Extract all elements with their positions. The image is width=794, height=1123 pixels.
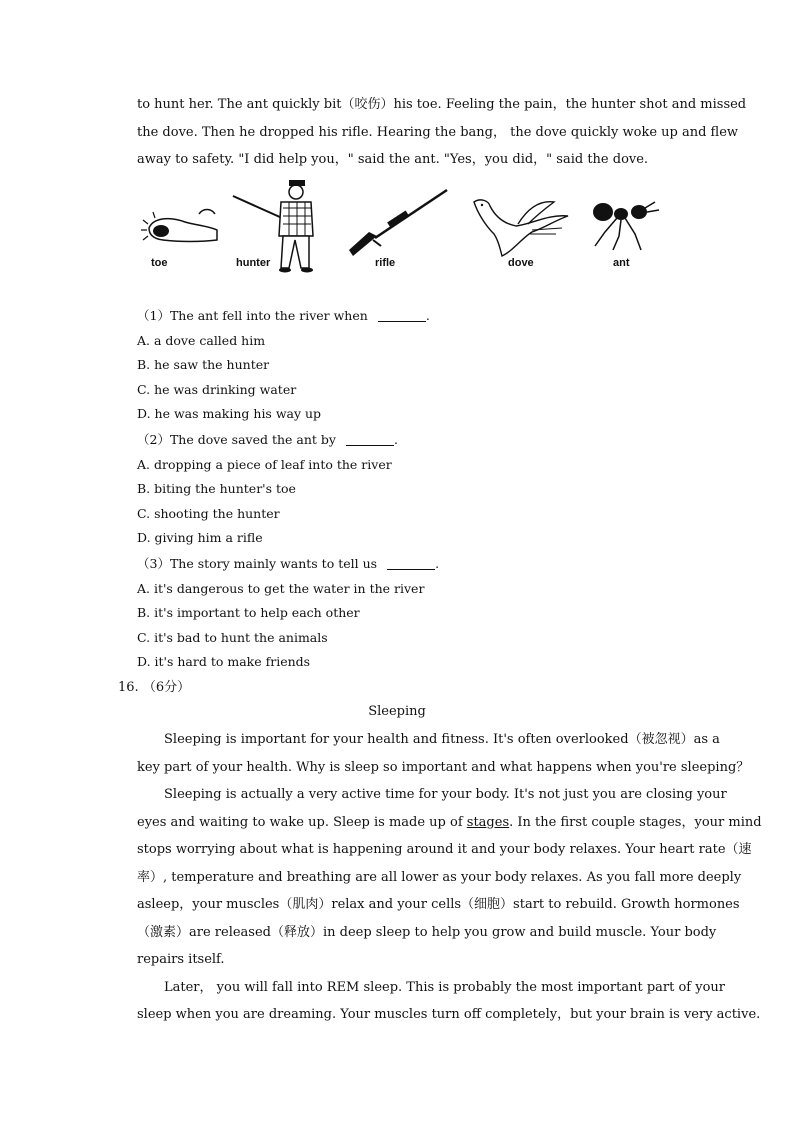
passage-line: stops worrying about what is happening around it and your body relaxes. Your heart rate（速: [137, 842, 752, 857]
option-d[interactable]: D. giving him a rifle: [137, 530, 263, 545]
option-a[interactable]: A. it's dangerous to get the water in the river: [137, 580, 425, 596]
passage-title: Sleeping: [368, 704, 426, 719]
vocabulary-pictures: [137, 178, 674, 278]
option-d[interactable]: D. it's hard to make friends: [137, 654, 311, 669]
picture-label: hunter: [236, 257, 271, 269]
passage-line: Sleeping is important for your health and fitness. It's often overlooked（被忽视）as a: [164, 732, 720, 747]
option-b[interactable]: B. biting the hunter's toe: [137, 481, 296, 496]
sleeping-passage: [137, 726, 762, 1029]
dove-icon: [470, 194, 572, 260]
picture-label: dove: [508, 257, 534, 269]
question-stem: （3）The story mainly wants to tell us .: [137, 556, 440, 571]
toe-icon: [139, 200, 219, 250]
passage-line: Later， you will fall into REM sleep. This is probably the most important part of your: [164, 979, 725, 995]
passage-line: away to safety. "I did help you，" said the ant. "Yes，you did，" said the dove.: [137, 152, 649, 167]
passage-line: eyes and waiting to wake up. Sleep is made up of stages. In the first couple stages，your mind: [137, 814, 762, 830]
option-c[interactable]: C. it's bad to hunt the animals: [137, 629, 328, 645]
option-c[interactable]: C. he was drinking water: [137, 381, 297, 397]
passage-line: key part of your health. Why is sleep so important and what happens when you're sleeping？: [137, 759, 750, 775]
passage-line: （激素）are released（释放）in deep sleep to help you grow and build muscle. Your body: [137, 924, 717, 940]
rifle-icon: [347, 186, 451, 260]
passage-line: to hunt her. The ant quickly bit（咬伤）his toe. Feeling the pain，the hunter shot and missed: [137, 97, 747, 112]
passage-line: sleep when you are dreaming. Your muscles turn off completely，but your brain is very active.: [137, 1007, 761, 1022]
question-16-number: 16. （6分）: [118, 680, 191, 695]
passage-line: the dove. Then he dropped his rifle. Hearing the bang， the dove quickly woke up and flew: [137, 124, 739, 140]
answer-blank[interactable]: [387, 555, 435, 570]
passage-line: 率）, temperature and breathing are all lower as your body relaxes. As you fall more deeply: [137, 869, 742, 885]
answer-blank[interactable]: [378, 307, 426, 322]
question-stem: （1）The ant fell into the river when .: [137, 308, 430, 323]
option-a[interactable]: A. dropping a piece of leaf into the river: [137, 456, 392, 472]
question-1: [137, 304, 674, 427]
question-stem: （2）The dove saved the ant by .: [137, 432, 398, 447]
question-3: [137, 552, 674, 675]
option-a[interactable]: A. a dove called him: [137, 332, 266, 348]
question-2: [137, 428, 674, 551]
ant-icon: [589, 198, 661, 254]
picture-label: toe: [151, 257, 168, 269]
passage-line: asleep，your muscles（肌肉）relax and your cells（细胞）start to rebuild. Growth hormones: [137, 897, 740, 912]
option-b[interactable]: B. it's important to help each other: [137, 605, 360, 620]
picture-label: rifle: [375, 257, 396, 269]
option-c[interactable]: C. shooting the hunter: [137, 505, 280, 521]
option-d[interactable]: D. he was making his way up: [137, 406, 322, 421]
passage-continuation: [137, 91, 747, 174]
answer-blank[interactable]: [346, 431, 394, 446]
underlined-word: stages: [466, 814, 510, 830]
picture-label: ant: [613, 257, 630, 269]
passage-line: Sleeping is actually a very active time for your body. It's not just you are closing your: [164, 787, 727, 802]
passage-line: repairs itself.: [137, 952, 225, 967]
option-b[interactable]: B. he saw the hunter: [137, 357, 270, 372]
